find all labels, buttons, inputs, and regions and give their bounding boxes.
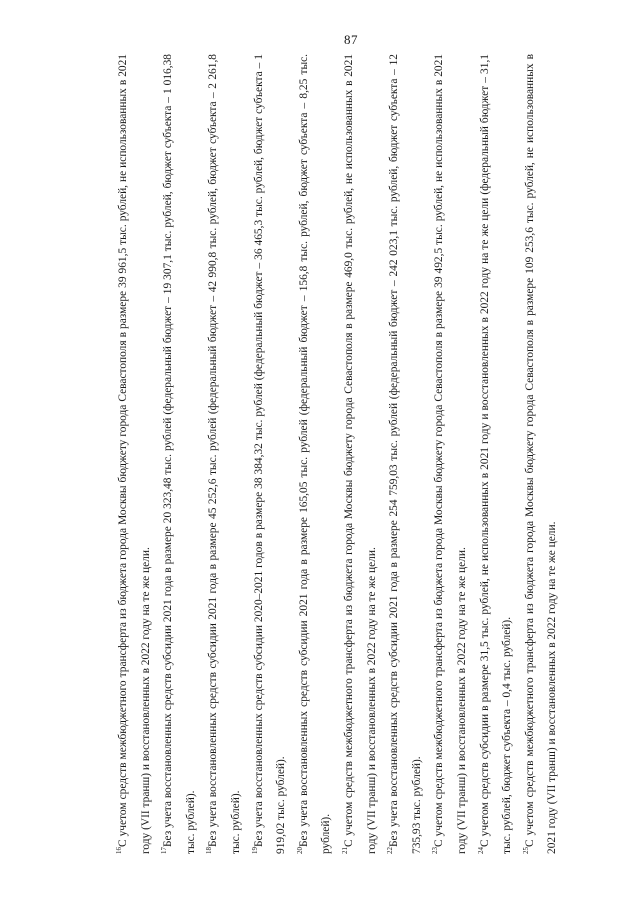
footnote-text: Без учета восстановленных средств субсидии 2021 года в размере 165,05 тыс. рублей (федеральный бюджет – 156,8 тыс. рублей, бюджет субъекта – 8,25 тыс. рублей). [297, 54, 333, 854]
footnote-17 [157, 54, 202, 854]
footnote-text: Без учета восстановленных средств субсидии 2021 года в размере 254 759,03 тыс. рублей (федеральный бюджет – 242 023,1 тыс. рублей, бюджет субъекта – 12 735,93 тыс. рублей). [388, 54, 423, 854]
footnote-mark: 23 [431, 847, 440, 854]
footnote-mark: 16 [115, 847, 124, 854]
footnote-mark: 25 [521, 847, 530, 854]
footnote-mark: 24 [476, 847, 485, 854]
rotated-content-area [112, 54, 559, 854]
footnote-mark: 20 [295, 847, 304, 854]
footnote-25 [519, 54, 564, 854]
footnote-mark: 22 [386, 847, 395, 854]
footnote-19 [248, 54, 293, 854]
footnote-text: Без учета восстановленных средств субсидии 2020–2021 годов в размере 38 384,32 тыс. рублей (федеральный бюджет – 36 465,3 тыс. рублей, бюджет субъекта – 1 919,02 тыс. рублей). [252, 54, 288, 854]
footnote-21 [338, 54, 383, 854]
footnote-24 [474, 54, 519, 854]
footnote-text: С учетом средств межбюджетного трансферта из бюджета города Москвы бюджету города Севастополя в размере 39 492,5 тыс. рублей, не использованных в 2021 году (VII транш) и восстановленных в 2022 году на те же цели. [433, 54, 468, 854]
footnote-16 [112, 54, 157, 854]
footnote-mark: 19 [250, 847, 259, 854]
footnote-mark: 17 [160, 847, 169, 854]
footnote-23 [428, 54, 473, 854]
footnote-text: Без учета восстановленных средств субсидии 2021 года в размере 45 252,6 тыс. рублей (федеральный бюджет – 42 990,8 тыс. рублей, бюджет субъекта – 2 261,8 тыс. рублей). [207, 54, 242, 854]
footnote-18 [202, 54, 247, 854]
footnote-20 [293, 54, 338, 854]
footnote-text: С учетом средств межбюджетного трансферта из бюджета города Москвы бюджету города Севастополя в размере 39 961,5 тыс. рублей, не использованных в 2021 году (VII транш) и восстановленных в 2022 году на те же цели. [117, 54, 152, 854]
footnote-text: С учетом средств межбюджетного трансферта из бюджета города Москвы бюджету города Севастополя в размере 109 253,6 тыс. рублей, не использованных в 2021 году (VII транш) и восстановленных в 2022 году на те же цели. [523, 54, 559, 854]
footnotes-block [112, 54, 559, 854]
footnote-text: Без учета восстановленных средств субсидии 2021 года в размере 20 323,48 тыс. рублей (федеральный бюджет – 19 307,1 тыс. рублей, бюджет субъекта – 1 016,38 тыс. рублей). [162, 54, 197, 854]
footnote-text: С учетом средств субсидии в размере 31,5 тыс. рублей, не использованных в 2021 году и восстановленных в 2022 году на те же цели (федеральный бюджет – 31,1 тыс. рублей, бюджет субъекта – 0,4 тыс. рублей). [478, 54, 514, 854]
footnote-22 [383, 54, 428, 854]
page-number: 87 [344, 32, 358, 47]
footnote-text: С учетом средств межбюджетного трансферта из бюджета города Москвы бюджету города Севастополя в размере 469,0 тыс. рублей, не использованных в 2021 году (VII транш) и восстановленных в 2022 году на те же цели. [342, 54, 378, 854]
footnote-mark: 18 [205, 847, 214, 854]
footnote-mark: 21 [341, 847, 350, 854]
